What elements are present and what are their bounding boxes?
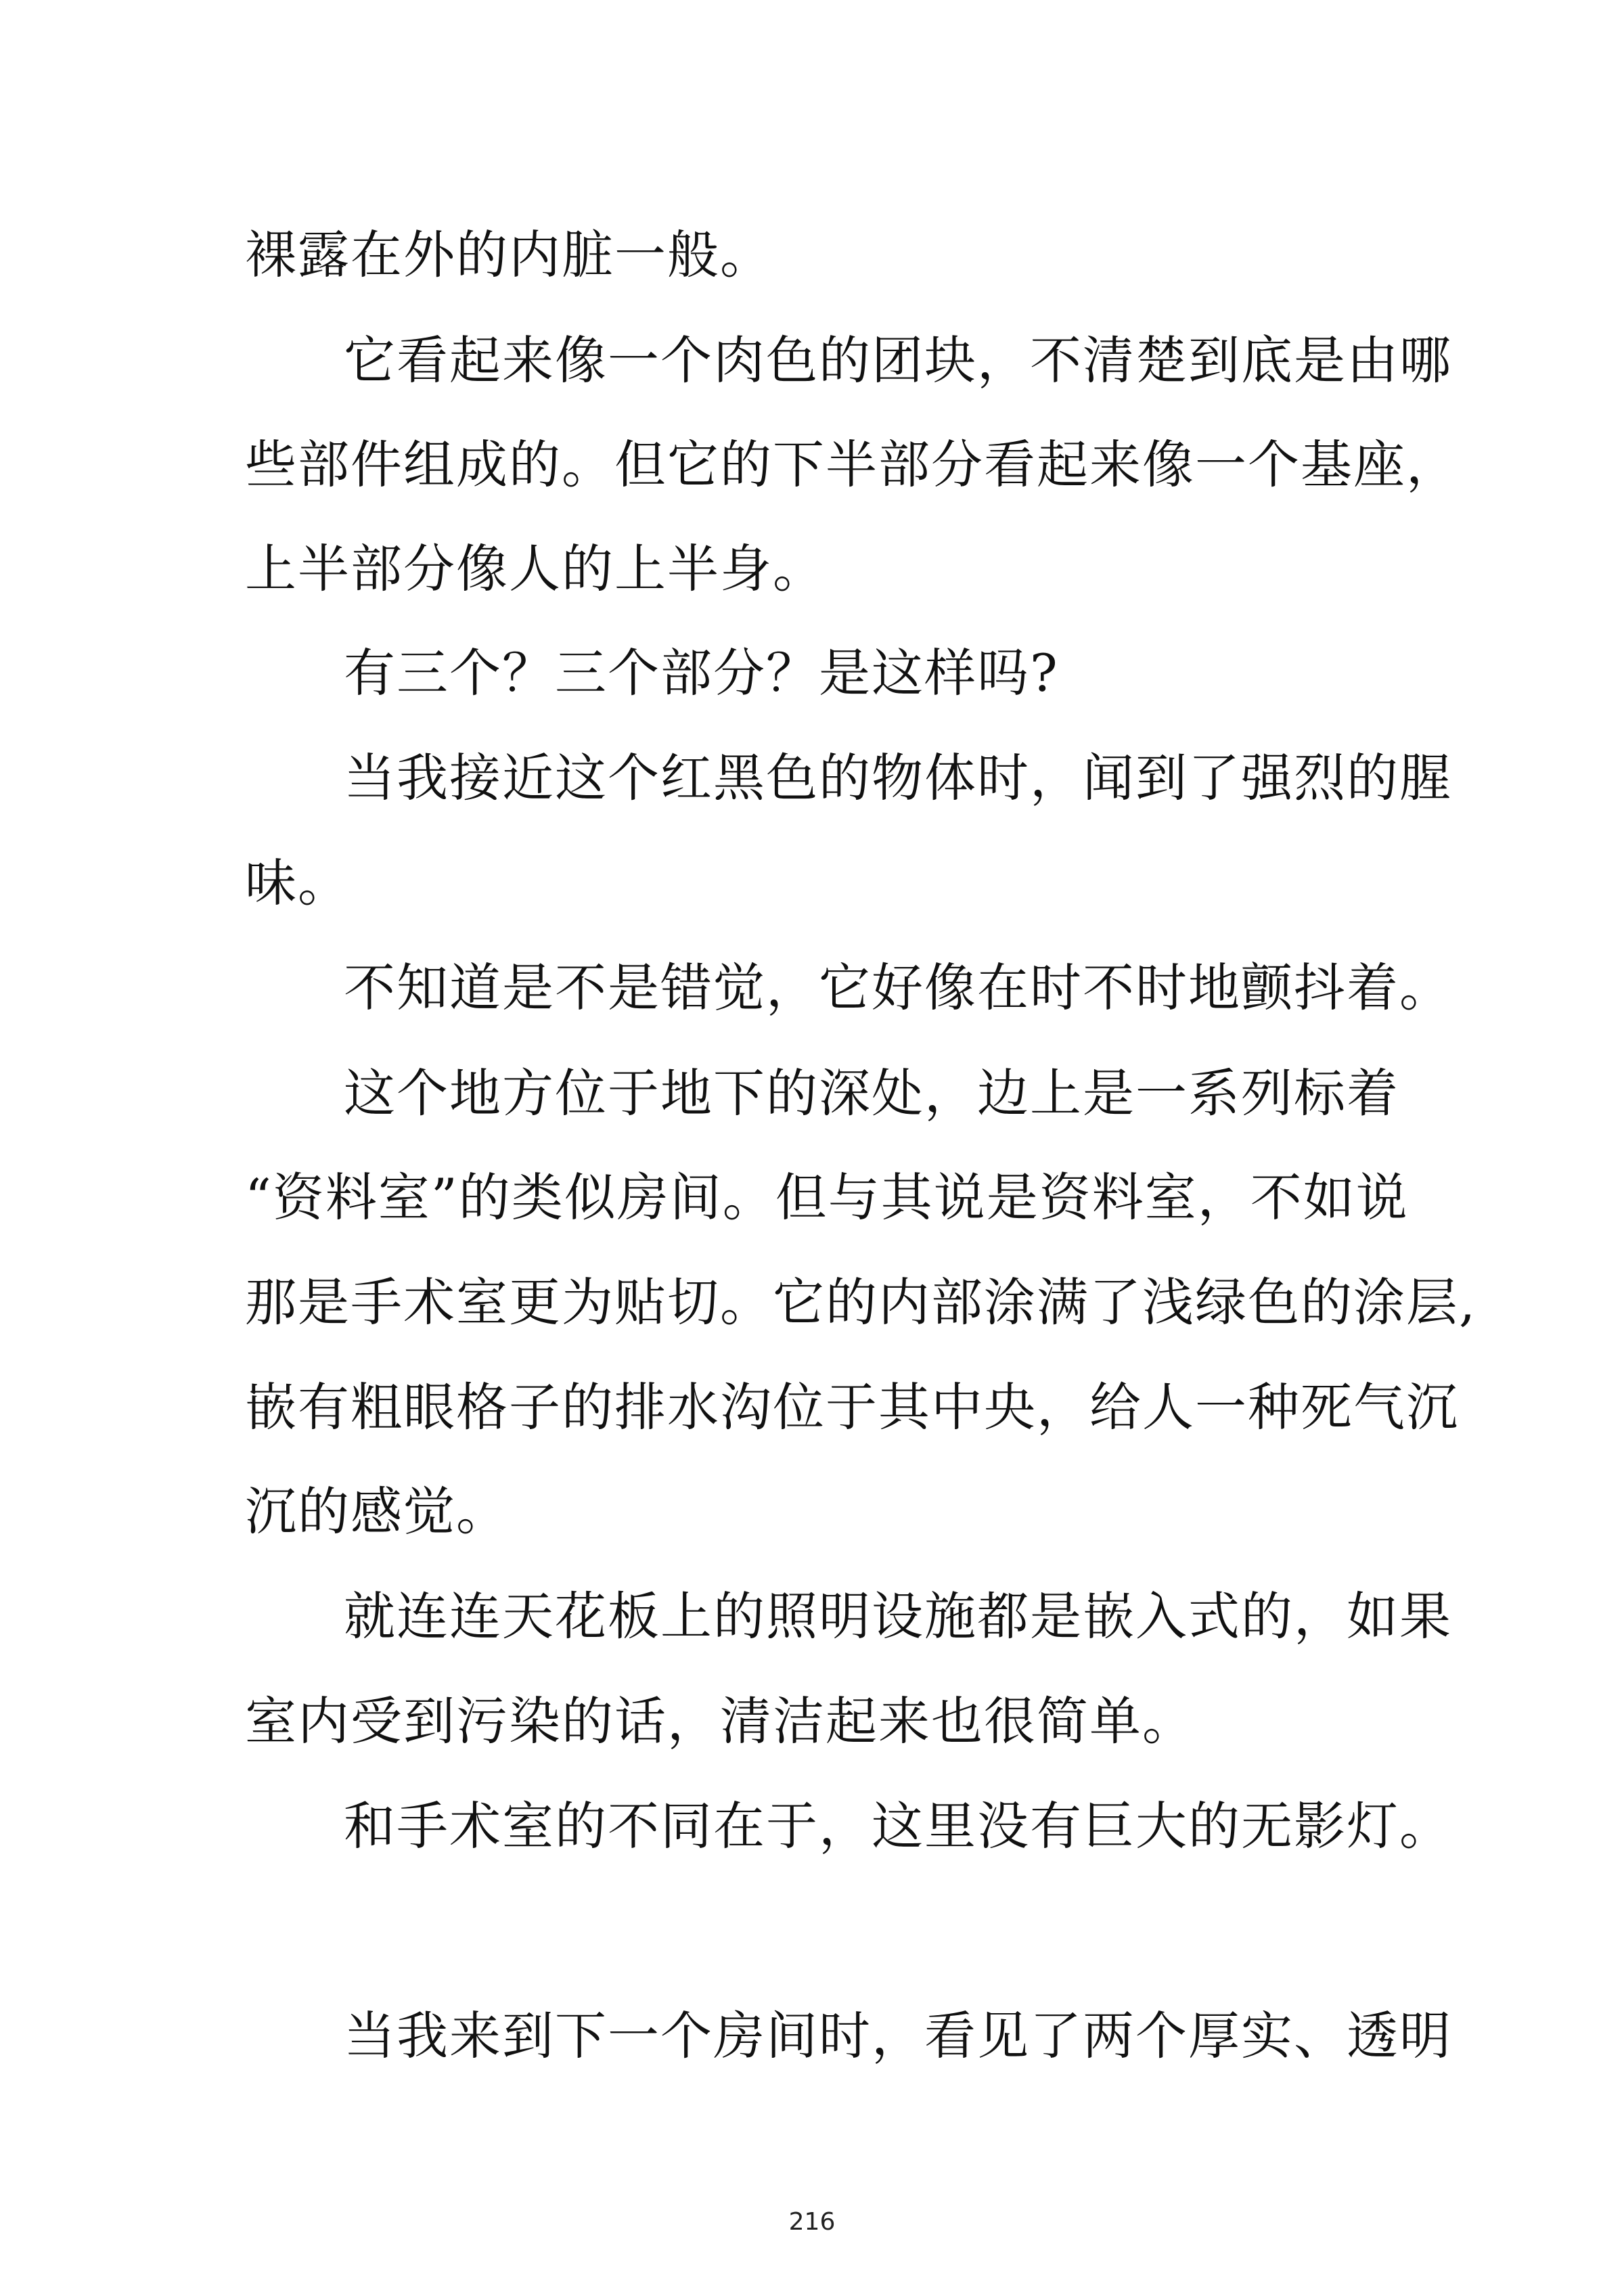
paragraph-first-line: 就连连天花板上的照明设施都是嵌入式的，如果 (344, 1586, 1452, 1646)
page-number: 216 (788, 2208, 836, 2236)
paragraph-first-line: 不知道是不是错觉，它好像在时不时地颤抖着。 (344, 958, 1452, 1018)
text-line: 沉的感觉。 (245, 1481, 509, 1541)
text-line: 室内受到污染的话，清洁起来也很简单。 (245, 1691, 1195, 1751)
text-line: 嵌有粗眼格子的排水沟位于其中央，给人一种死气沉 (245, 1377, 1459, 1437)
text-line: “资料室”的类似房间。但与其说是资料室，不如说 (245, 1167, 1409, 1228)
text-line: 味。 (245, 853, 351, 913)
paragraph-first-line: 有三个？三个部分？是这样吗? (344, 643, 1059, 703)
paragraph-first-line: 它看起来像一个肉色的团块，不清楚到底是由哪 (344, 330, 1452, 390)
text-line: 那是手术室更为贴切。它的内部涂满了浅绿色的涂层, (245, 1272, 1477, 1332)
paragraph-first-line: 当我接近这个红黑色的物体时，闻到了强烈的腥 (344, 748, 1452, 808)
text-line: 裸露在外的内脏一般。 (245, 225, 773, 285)
text-line: 上半部分像人的上半身。 (245, 539, 826, 599)
paragraph-first-line: 当我来到下一个房间时，看见了两个厚实、透明 (344, 2006, 1452, 2066)
text-line: 些部件组成的。但它的下半部分看起来像一个基座， (245, 434, 1459, 495)
paragraph-first-line: 和手术室的不同在于，这里没有巨大的无影灯。 (344, 1796, 1452, 1856)
paragraph-first-line: 这个地方位于地下的深处，边上是一系列标着 (344, 1063, 1399, 1123)
